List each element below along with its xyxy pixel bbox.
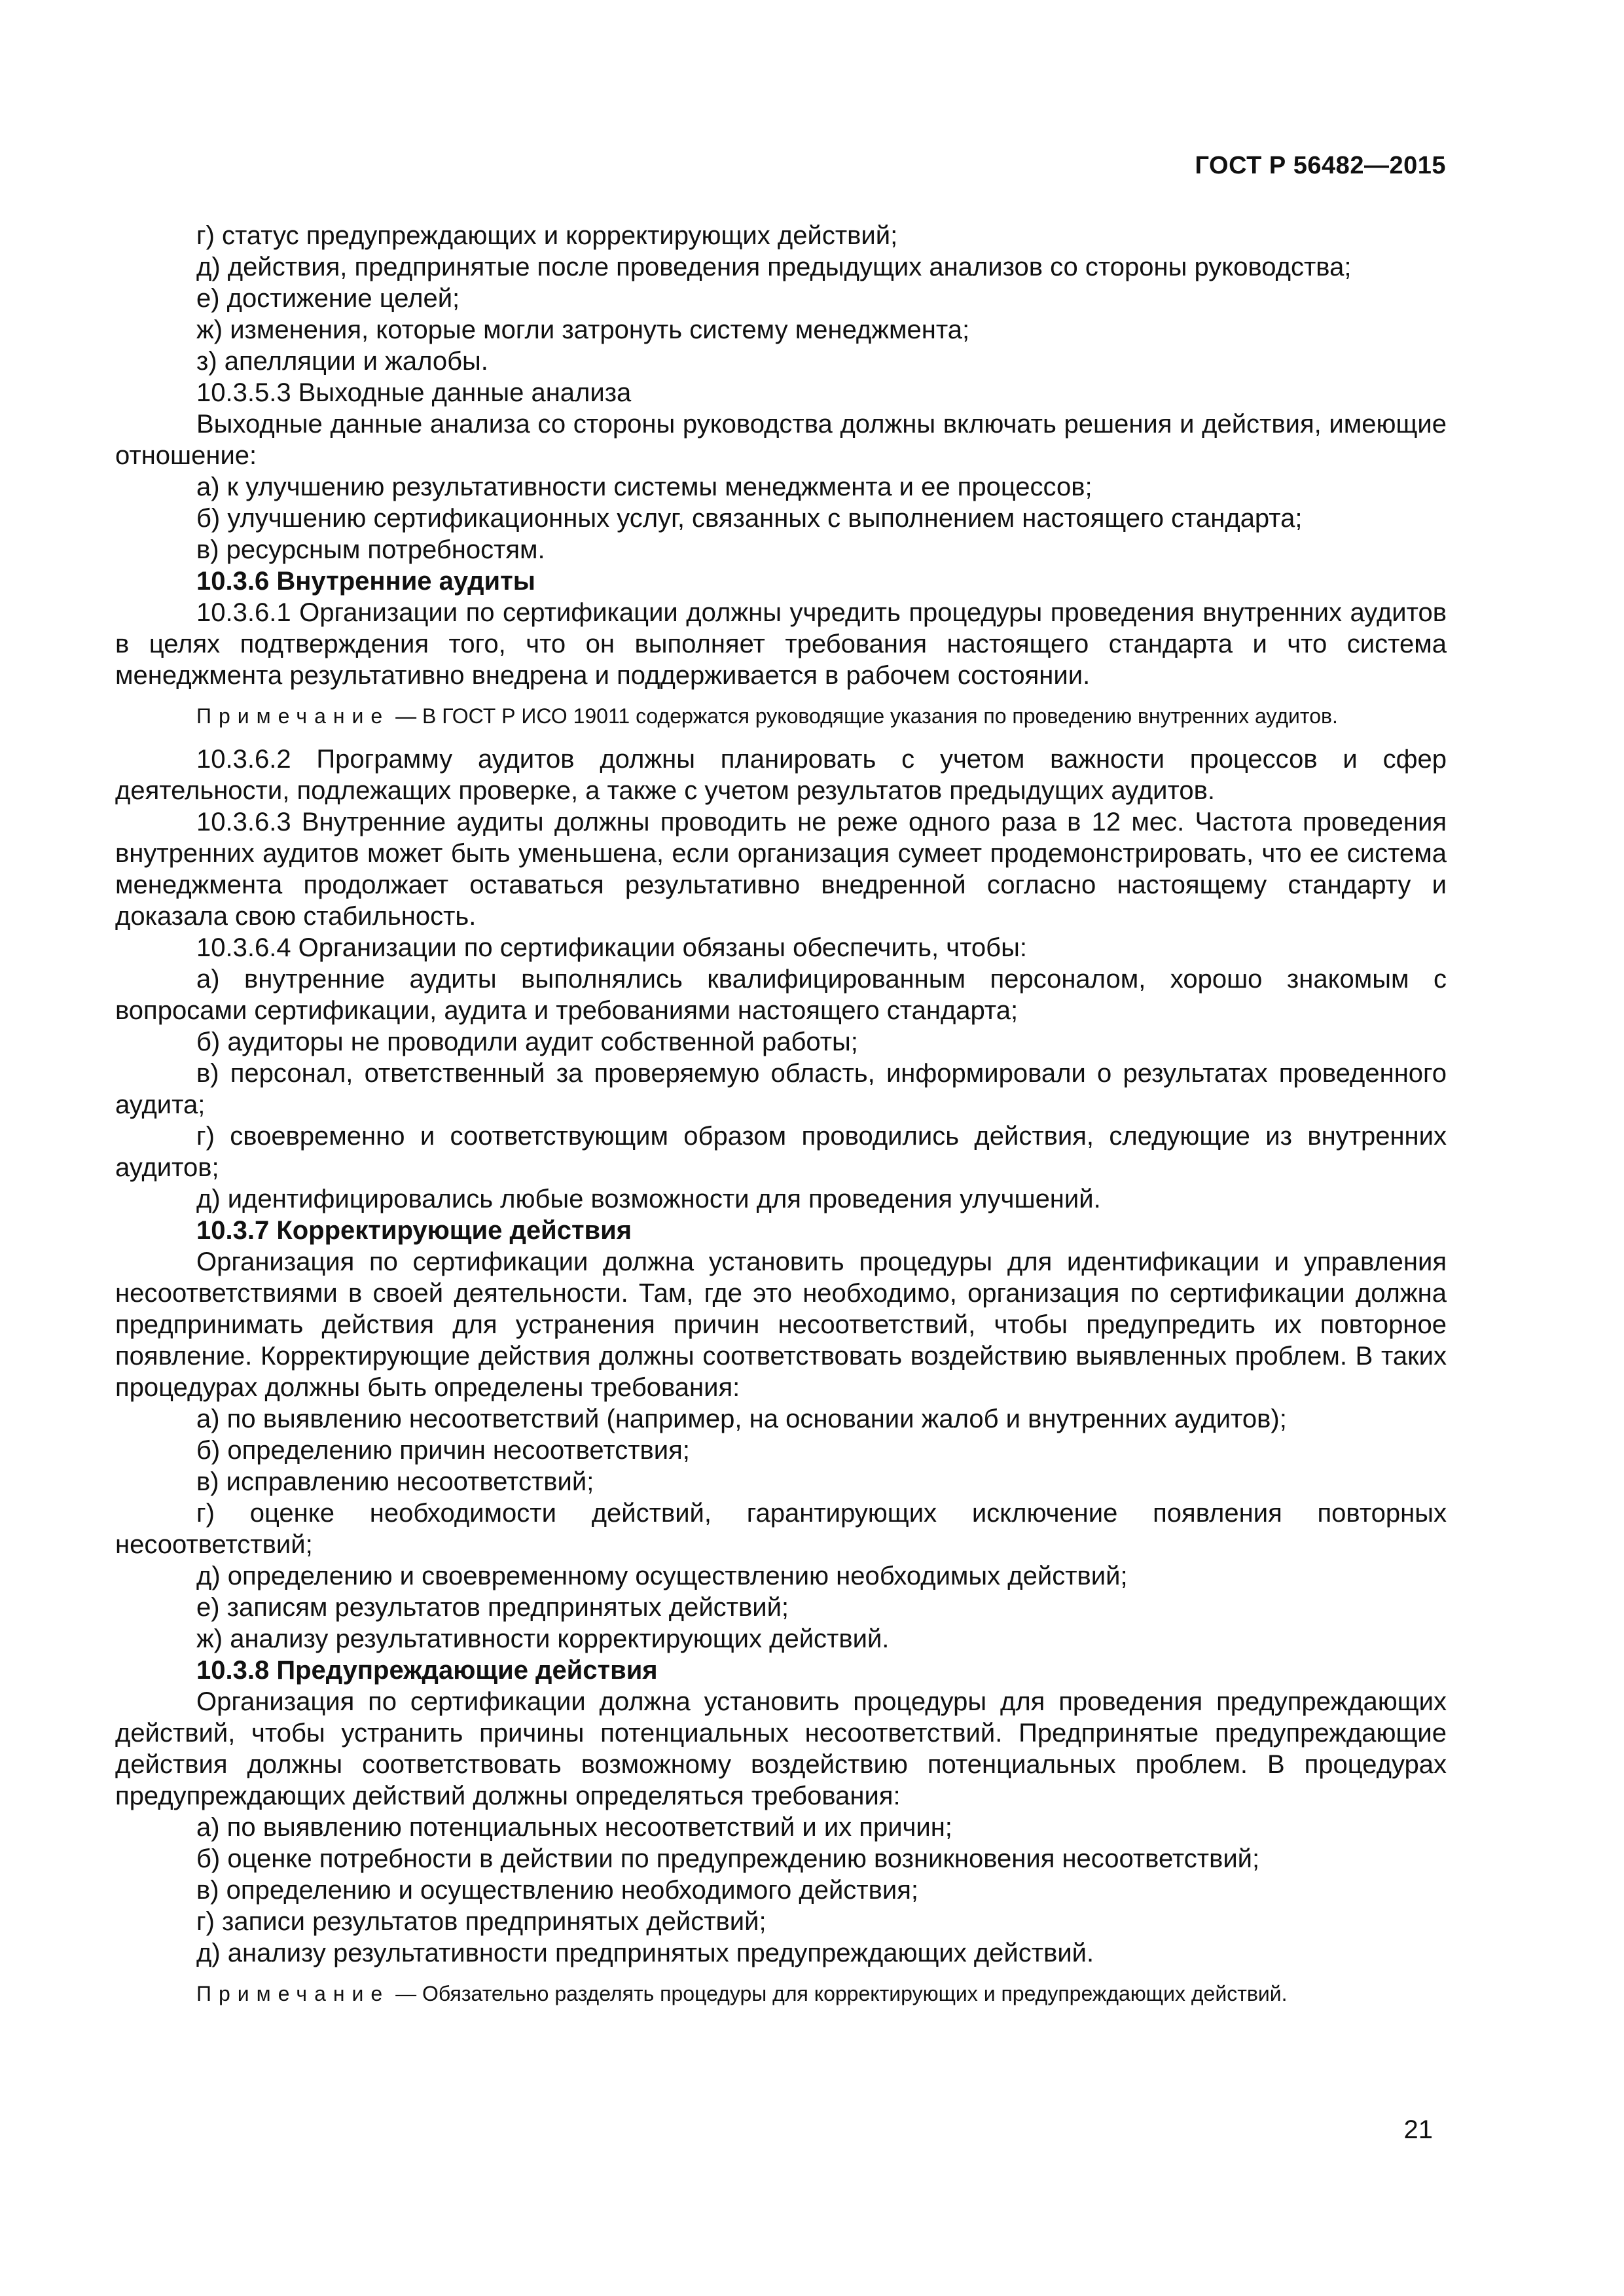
body-paragraph: в) персонал, ответственный за проверяемую область, информировали о результатах проведенного аудита; — [115, 1059, 1447, 1119]
body-paragraph: г) своевременно и соответствующим образом проводились действия, следующие из внутренних аудитов; — [115, 1122, 1447, 1182]
body-paragraph: Организация по сертификации должна установить процедуры для идентификации и управления несоответствиями в своей деятельности. Там, где это необходимо, организация по сертификации должна предпринимать действия для устранения причин несоответствий, чтобы предупредить их повторное появление. Корректирующие действия должны соответствовать воздействию выявленных проблем. В таких процедурах должны быть определены требования: — [115, 1247, 1447, 1402]
body-paragraph: б) оценке потребности в действии по предупреждению возникновения несоответствий; — [196, 1844, 1260, 1873]
note-paragraph — [115, 703, 1447, 729]
body-paragraph: 10.3.6.4 Организации по сертификации обязаны обеспечить, чтобы: — [196, 933, 1027, 962]
note-text: — Обязательно разделять процедуры для корректирующих и предупреждающих действий. — [389, 1982, 1288, 2005]
section-heading: 10.3.8 Предупреждающие действия — [196, 1656, 658, 1685]
note-paragraph — [115, 1981, 1447, 2007]
body-paragraph: б) аудиторы не проводили аудит собственной работы; — [196, 1028, 858, 1056]
body-paragraph: Организация по сертификации должна установить процедуры для проведения предупреждающих действий, чтобы устранить причины потенциальных несоответствий. Предпринятые предупреждающие действия должны соответствовать возможному воздействию потенциальных проблем. В процедурах предупреждающих действий должны определяться требования: — [115, 1687, 1447, 1810]
body-paragraph: в) определению и осуществлению необходимого действия; — [196, 1876, 918, 1905]
body-paragraph: а) внутренние аудиты выполнялись квалифицированным персоналом, хорошо знакомым с вопросами сертификации, аудита и требованиями настоящего стандарта; — [115, 965, 1447, 1025]
body-paragraph: ж) изменения, которые могли затронуть систему менеджмента; — [196, 315, 970, 344]
body-paragraph: 10.3.6.3 Внутренние аудиты должны проводить не реже одного раза в 12 мес. Частота проведения внутренних аудитов может быть уменьшена, если организация сумеет продемонстрировать, что ее система менеджмента продолжает оставаться результативно внедренной согласно настоящему стандарту и доказала свою стабильность. — [115, 808, 1447, 931]
body-paragraph: а) по выявлению потенциальных несоответствий и их причин; — [196, 1813, 952, 1842]
body-paragraph: а) к улучшению результативности системы менеджмента и ее процессов; — [196, 473, 1092, 501]
body-paragraph: г) оценке необходимости действий, гарантирующих исключение появления повторных несоответствий; — [115, 1499, 1447, 1559]
body-paragraph: 10.3.5.3 Выходные данные анализа — [196, 378, 632, 407]
note-label: Примечание — [196, 704, 390, 728]
body-paragraph: д) идентифицировались любые возможности для проведения улучшений. — [196, 1185, 1101, 1213]
body-paragraph: д) определению и своевременному осуществлению необходимых действий; — [196, 1562, 1128, 1590]
note-text: — В ГОСТ Р ИСО 19011 содержатся руководящие указания по проведению внутренних аудитов. — [389, 704, 1338, 728]
page-number: 21 — [1403, 2115, 1433, 2144]
body-paragraph: б) определению причин несоответствия; — [196, 1436, 690, 1465]
body-paragraph: 10.3.6.1 Организации по сертификации должны учредить процедуры проведения внутренних аудитов в целях подтверждения того, что он выполняет требования настоящего стандарта и что система менеджмента результативно внедрена и поддерживается в рабочем состоянии. — [115, 598, 1447, 690]
body-paragraph: 10.3.6.2 Программу аудитов должны планировать с учетом важности процессов и сфер деятельности, подлежащих проверке, а также с учетом результатов предыдущих аудитов. — [115, 745, 1447, 805]
body-paragraph: е) записям результатов предпринятых действий; — [196, 1593, 789, 1622]
document-body — [115, 220, 1447, 2021]
section-heading: 10.3.7 Корректирующие действия — [196, 1216, 632, 1245]
body-paragraph: з) апелляции и жалобы. — [196, 347, 488, 376]
body-paragraph: в) исправлению несоответствий; — [196, 1467, 594, 1496]
document-code-header: ГОСТ Р 56482—2015 — [1195, 152, 1446, 179]
body-paragraph: г) записи результатов предпринятых действий; — [196, 1907, 767, 1936]
body-paragraph: в) ресурсным потребностям. — [196, 535, 545, 564]
body-paragraph: г) статус предупреждающих и корректирующих действий; — [196, 221, 898, 250]
body-paragraph: Выходные данные анализа со стороны руководства должны включать решения и действия, имеющие отношение: — [115, 410, 1447, 470]
body-paragraph: д) действия, предпринятые после проведения предыдущих анализов со стороны руководства; — [196, 253, 1352, 281]
note-label: Примечание — [196, 1982, 390, 2005]
section-heading: 10.3.6 Внутренние аудиты — [196, 567, 535, 596]
body-paragraph: д) анализу результативности предпринятых предупреждающих действий. — [196, 1939, 1094, 1967]
body-paragraph: е) достижение целей; — [196, 284, 460, 313]
body-paragraph: б) улучшению сертификационных услуг, связанных с выполнением настоящего стандарта; — [196, 504, 1303, 533]
body-paragraph: а) по выявлению несоответствий (например, на основании жалоб и внутренних аудитов); — [196, 1405, 1287, 1433]
body-paragraph: ж) анализу результативности корректирующих действий. — [196, 1624, 890, 1653]
